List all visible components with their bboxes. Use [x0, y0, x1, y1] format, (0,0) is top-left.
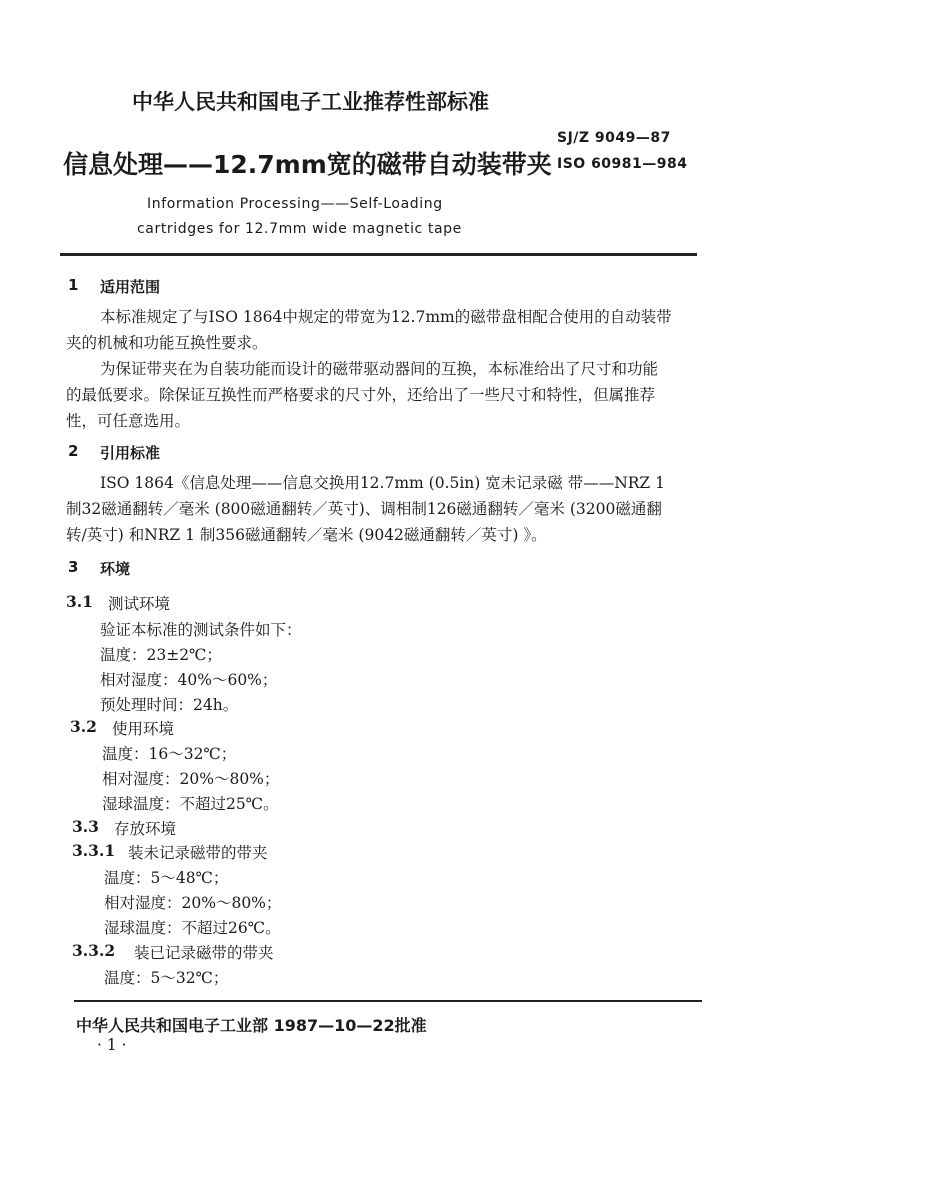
section-2-line: 转/英寸) 和NRZ 1 制356磁通翻转／毫米 (9042磁通翻转／英寸) 》。	[66, 526, 547, 544]
section-3-1-title: 测试环境	[108, 595, 171, 613]
section-2-line: 制32磁通翻转／毫米 (800磁通翻转／英寸)、调相制126磁通翻转／毫米 (3200磁通翻	[66, 500, 662, 518]
footer-rule	[74, 1000, 702, 1002]
section-2-line: ISO 1864《信息处理——信息交换用12.7mm (0.5in) 宽未记录磁 带——NRZ 1	[100, 474, 665, 492]
section-1-line: 本标准规定了与ISO 1864中规定的带宽为12.7mm的磁带盘相配合使用的自动装带	[100, 308, 672, 326]
english-title-line2: cartridges for 12.7mm wide magnetic tape	[137, 221, 462, 237]
section-3-3-title: 存放环境	[114, 820, 177, 838]
section-1-number: 1	[68, 276, 79, 294]
section-1-line: 为保证带夹在为自装功能而设计的磁带驱动器间的互换，本标准给出了尺寸和功能	[100, 360, 659, 378]
approval-line: 中华人民共和国电子工业部 1987—10—22批准	[76, 1016, 427, 1035]
section-3-3-2-number: 3.3.2	[72, 941, 116, 960]
section-3-number: 3	[68, 558, 79, 576]
section-3-1-number: 3.1	[66, 592, 93, 611]
section-3-3-2-line: 温度：5～32℃；	[104, 969, 229, 987]
section-3-1-line: 验证本标准的测试条件如下：	[100, 621, 302, 639]
section-3-3-1-line: 湿球温度：不超过26℃。	[104, 919, 281, 937]
section-2-title: 引用标准	[100, 444, 161, 462]
standard-number-sj: SJ/Z 9049—87	[557, 130, 671, 146]
section-3-3-2-title: 装已记录磁带的带夹	[134, 944, 274, 962]
section-3-1-line: 相对湿度：40%～60%；	[100, 671, 278, 689]
page-number: · 1 ·	[97, 1036, 127, 1054]
header-rule	[60, 253, 697, 256]
section-3-3-1-line: 相对湿度：20%～80%；	[104, 894, 282, 912]
section-3-title: 环境	[100, 560, 131, 578]
section-3-1-line: 预处理时间：24h。	[100, 696, 239, 714]
section-2-number: 2	[68, 442, 79, 460]
section-3-3-number: 3.3	[72, 817, 99, 836]
section-3-2-title: 使用环境	[112, 720, 175, 738]
section-3-2-line: 湿球温度：不超过25℃。	[102, 795, 279, 813]
section-3-3-1-number: 3.3.1	[72, 841, 116, 860]
section-3-3-1-title: 装未记录磁带的带夹	[128, 844, 268, 862]
section-1-line: 性，可任意选用。	[66, 412, 191, 430]
section-3-2-number: 3.2	[70, 717, 97, 736]
standard-number-iso: ISO 60981—984	[557, 156, 688, 172]
section-1-title: 适用范围	[100, 278, 161, 296]
section-3-1-line: 温度：23±2℃；	[100, 646, 222, 664]
section-3-3-1-line: 温度：5～48℃；	[104, 869, 229, 887]
section-1-line: 的最低要求。除保证互换性而严格要求的尺寸外，还给出了一些尺寸和特性，但属推荐	[66, 386, 656, 404]
document-title: 信息处理——12.7mm宽的磁带自动装带夹	[63, 150, 552, 179]
issuer-heading: 中华人民共和国电子工业推荐性部标准	[132, 90, 489, 114]
english-title-line1: Information Processing——Self-Loading	[147, 196, 443, 212]
section-3-2-line: 温度：16～32℃；	[102, 745, 237, 763]
section-1-line: 夹的机械和功能互换性要求。	[66, 334, 268, 352]
section-3-2-line: 相对湿度：20%～80%；	[102, 770, 280, 788]
